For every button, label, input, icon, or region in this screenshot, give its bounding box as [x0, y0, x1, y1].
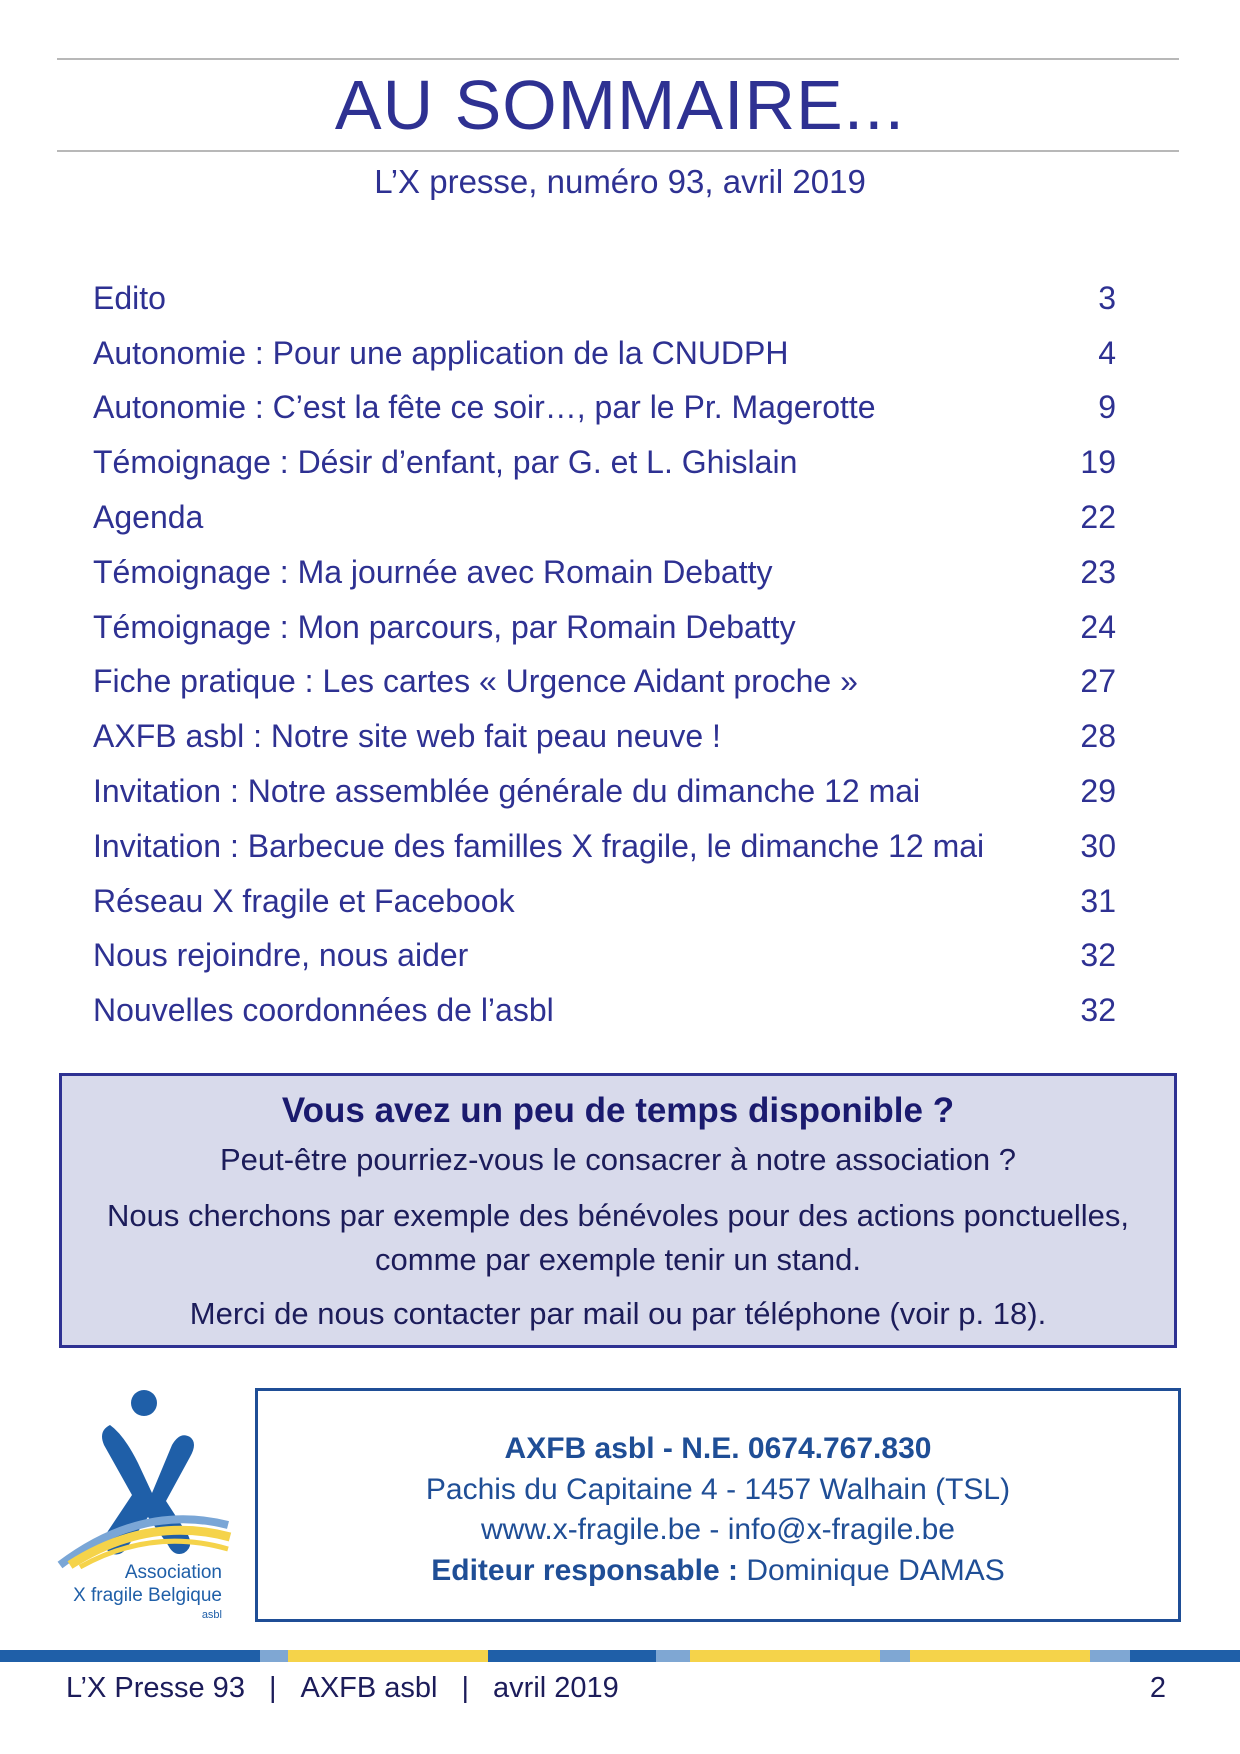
volunteer-callout: [59, 1073, 1177, 1348]
footer-date: avril 2019: [493, 1672, 619, 1704]
toc-title: Edito: [93, 279, 166, 316]
toc-row[interactable]: [93, 381, 1116, 436]
logo-line-2: X fragile Belgique: [73, 1585, 222, 1606]
toc-row[interactable]: [93, 709, 1116, 764]
axfb-logo: [52, 1385, 242, 1625]
toc-title: Réseau X fragile et Facebook: [93, 882, 515, 919]
toc-title: Témoignage : Ma journée avec Romain Debatty: [93, 553, 773, 590]
address-box: [255, 1388, 1181, 1622]
footer-issue: L’X Presse 93: [66, 1672, 245, 1704]
toc-title: Témoignage : Mon parcours, par Romain Debatty: [93, 608, 796, 645]
editor-label: Editeur responsable :: [431, 1553, 738, 1587]
toc-row[interactable]: [93, 600, 1116, 655]
toc-row[interactable]: [93, 271, 1116, 326]
callout-line: comme par exemple tenir un stand.: [375, 1242, 861, 1277]
postal-address: Pachis du Capitaine 4 - 1457 Walhain (TSL): [425, 1472, 1011, 1506]
callout-line: Peut-être pourriez-vous le consacrer à notre association ?: [219, 1142, 1017, 1177]
page-footer: [66, 1665, 1166, 1711]
toc-page: 24: [1080, 608, 1116, 645]
logo-line-1: Association: [124, 1562, 222, 1583]
toc-title: Autonomie : C’est la fête ce soir…, par le Pr. Magerotte: [93, 389, 876, 426]
footer-org: AXFB asbl: [300, 1672, 438, 1704]
callout-line: Nous cherchons par exemple des bénévoles pour des actions ponctuelles,: [107, 1198, 1129, 1233]
toc-page: 32: [1080, 992, 1116, 1029]
toc-page: 28: [1080, 718, 1116, 755]
web-and-email[interactable]: www.x-fragile.be - info@x-fragile.be: [481, 1513, 955, 1546]
toc-title: Nouvelles coordonnées de l’asbl: [93, 992, 554, 1029]
footer-separator: |: [268, 1672, 277, 1704]
toc-title: Agenda: [93, 499, 204, 536]
toc-title: Invitation : Notre assemblée générale du dimanche 12 mai: [93, 773, 921, 810]
toc-row[interactable]: [93, 929, 1116, 984]
footer-separator: |: [461, 1672, 470, 1704]
footer-color-stripe: [0, 1650, 1240, 1662]
toc-page: 30: [1080, 827, 1116, 864]
page-number: 2: [1149, 1672, 1166, 1704]
toc-title: Nous rejoindre, nous aider: [93, 937, 469, 974]
editor-line: [258, 1551, 1178, 1592]
editor-name: Dominique DAMAS: [746, 1553, 1005, 1587]
toc-row[interactable]: [93, 435, 1116, 490]
issue-subtitle: L’X presse, numéro 93, avril 2019: [374, 163, 866, 200]
toc-title: Invitation : Barbecue des familles X fragile, le dimanche 12 mai: [93, 827, 985, 864]
toc-page: 32: [1080, 937, 1116, 974]
toc-row[interactable]: [93, 819, 1116, 874]
toc-row[interactable]: [93, 983, 1116, 1038]
toc-title: Témoignage : Désir d’enfant, par G. et L. Ghislain: [93, 444, 798, 481]
toc-row[interactable]: [93, 874, 1116, 929]
toc-row[interactable]: [93, 655, 1116, 710]
toc-row[interactable]: [93, 490, 1116, 545]
callout-heading: Vous avez un peu de temps disponible ?: [281, 1091, 955, 1130]
toc-title: AXFB asbl : Notre site web fait peau neuve !: [93, 718, 721, 755]
toc-page: 22: [1080, 499, 1116, 536]
toc-title: Fiche pratique : Les cartes « Urgence Aidant proche »: [93, 663, 858, 700]
toc-page: 3: [1098, 279, 1116, 316]
toc-page: 31: [1080, 882, 1116, 919]
x-figure-icon: [52, 1385, 242, 1625]
callout-line: Merci de nous contacter par mail ou par téléphone (voir p. 18).: [189, 1296, 1047, 1331]
toc-page: 9: [1098, 389, 1116, 426]
toc-page: 4: [1098, 334, 1116, 371]
toc-row[interactable]: [93, 326, 1116, 381]
toc-title: Autonomie : Pour une application de la CNUDPH: [93, 334, 789, 371]
toc-row[interactable]: [93, 545, 1116, 600]
page-title: AU SOMMAIRE...: [334, 66, 906, 144]
toc-page: 29: [1080, 773, 1116, 810]
logo-line-3: asbl: [201, 1609, 222, 1621]
toc-page: 23: [1080, 553, 1116, 590]
table-of-contents: [93, 271, 1116, 1038]
toc-row[interactable]: [93, 764, 1116, 819]
org-registration: AXFB asbl - N.E. 0674.767.830: [504, 1432, 932, 1465]
title-rule: [57, 150, 1179, 152]
toc-page: 27: [1080, 663, 1116, 700]
toc-page: 19: [1080, 444, 1116, 481]
